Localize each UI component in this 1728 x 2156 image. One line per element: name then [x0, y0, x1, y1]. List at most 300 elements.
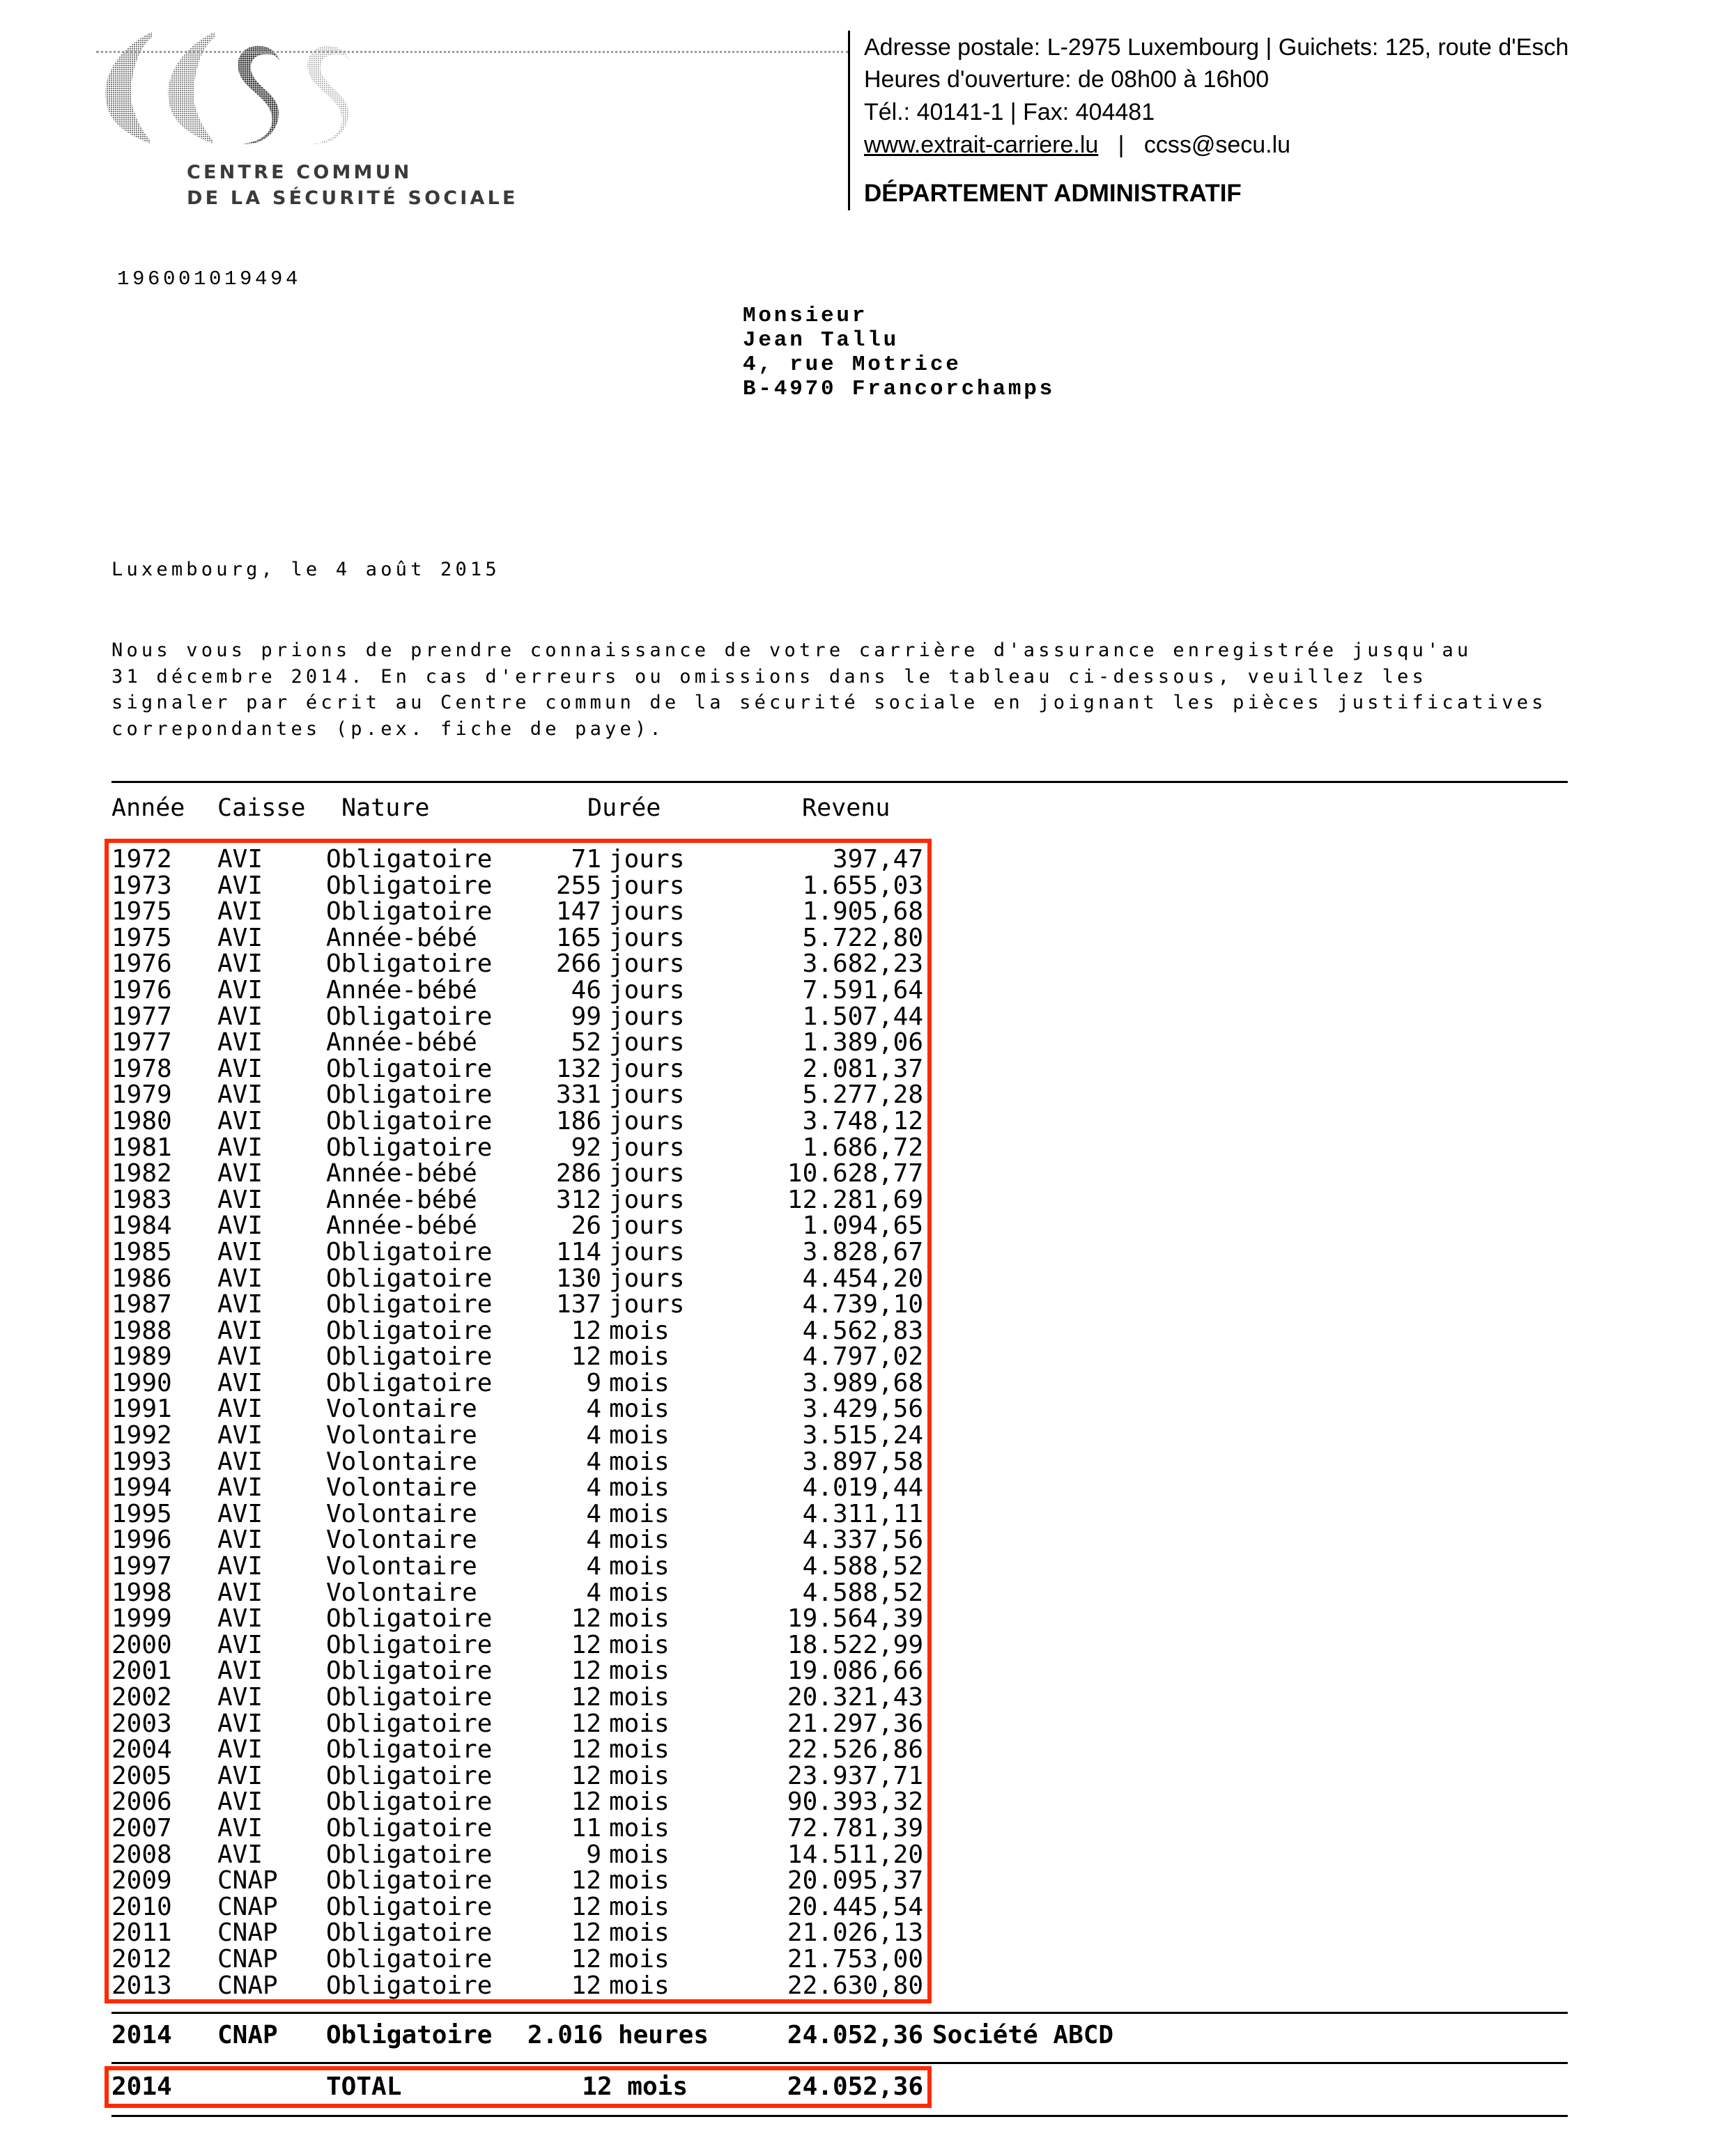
- cell-duration-unit: jours: [609, 1211, 685, 1241]
- cell-duration-value: 266: [555, 949, 601, 979]
- cell-year: 2008: [111, 1840, 172, 1869]
- career-table-body: [0, 846, 975, 1999]
- cell-duration-unit: mois: [609, 1840, 670, 1869]
- cell-nature: Obligatoire: [326, 1761, 493, 1790]
- col-header-revenu: Revenu: [802, 794, 890, 822]
- cell-caisse: AVI: [217, 1709, 263, 1738]
- cell-revenue: 5.277,28: [802, 1080, 923, 1110]
- cell-duration-unit: jours: [609, 949, 685, 979]
- cell-nature: Obligatoire: [326, 1892, 493, 1921]
- intro-line: Nous vous prions de prendre connaissance de votre carrière d'assurance enregistrée jusqu'au: [111, 639, 1472, 661]
- cell-year: 1983: [111, 1185, 172, 1214]
- cell-duration-value: 4: [586, 1526, 601, 1555]
- cell-caisse: AVI: [217, 1421, 263, 1450]
- cell-duration-unit: mois: [609, 1499, 670, 1528]
- cell-duration-value: 12: [571, 1892, 601, 1921]
- cell-duration-unit: mois: [609, 1683, 670, 1712]
- cell-revenue: 4.739,10: [802, 1290, 923, 1319]
- cell-duration-unit: mois: [609, 1944, 670, 1973]
- table-row: [0, 1082, 975, 1108]
- cell-caisse: AVI: [217, 1473, 263, 1503]
- cell-revenue: 20.321,43: [787, 1683, 923, 1712]
- cell-duration-value: 12: [571, 1761, 601, 1790]
- total-duration: 12 mois: [582, 2072, 688, 2101]
- cell-caisse: AVI: [217, 1395, 263, 1424]
- table-row: [0, 899, 975, 925]
- cell-year: 1999: [111, 1604, 172, 1634]
- cell-duration-unit: jours: [609, 1159, 685, 1188]
- cell-revenue: 21.753,00: [787, 1944, 923, 1973]
- cell-duration-value: 12: [571, 1918, 601, 1948]
- table-row: [0, 1632, 975, 1659]
- cell-caisse: AVI: [217, 1264, 263, 1293]
- cell-duration-unit: jours: [609, 1133, 685, 1162]
- cell-revenue: 22.526,86: [787, 1735, 923, 1765]
- cell-duration-value: 12: [571, 1971, 601, 2000]
- cell-nature: Obligatoire: [326, 1709, 493, 1738]
- letter-intro: [111, 637, 1547, 742]
- cell-caisse: AVI: [217, 897, 263, 926]
- cell-year: 1986: [111, 1264, 172, 1293]
- col-header-duree: Durée: [587, 794, 661, 822]
- cell-caisse: AVI: [217, 1080, 263, 1110]
- cell-nature: Année-bébé: [326, 1211, 477, 1241]
- cell-year: 2012: [111, 1944, 172, 1973]
- table-row: [0, 951, 975, 977]
- cell-year: 1988: [111, 1316, 172, 1345]
- table-row: [0, 1108, 975, 1135]
- cell-caisse: AVI: [217, 845, 263, 874]
- cell-duration-unit: mois: [609, 1918, 670, 1948]
- cell-nature: Obligatoire: [326, 1683, 493, 1712]
- table-row: [0, 1711, 975, 1737]
- table-top-rule: [111, 781, 1568, 783]
- total-row: [0, 2073, 1394, 2101]
- cell-caisse: AVI: [217, 1002, 263, 1031]
- cell-nature: Obligatoire: [326, 1630, 493, 1659]
- cell-caisse: AVI: [217, 1368, 263, 1397]
- cell-year: 1989: [111, 1342, 172, 1372]
- cell-year: 1977: [111, 1002, 172, 1031]
- cell-revenue: 3.429,56: [802, 1395, 923, 1424]
- cell-caisse: AVI: [217, 1290, 263, 1319]
- cell-year: 1990: [111, 1368, 172, 1397]
- cell-duration-unit: jours: [609, 1054, 685, 1083]
- current-year-row: [0, 2022, 1394, 2049]
- cell-duration-unit: jours: [609, 1080, 685, 1110]
- cell-caisse: CNAP: [217, 1971, 278, 2000]
- recipient-address: [743, 304, 1055, 401]
- cell-duration-value: 165: [555, 923, 601, 952]
- cell-duration-unit: mois: [609, 1761, 670, 1790]
- cell-revenue: 21.026,13: [787, 1918, 923, 1948]
- contact-separator: [1098, 132, 1118, 158]
- cell-revenue: 23.937,71: [787, 1761, 923, 1790]
- cell-year: 1973: [111, 871, 172, 900]
- cell-year: 1996: [111, 1526, 172, 1555]
- cell-year: 1997: [111, 1552, 172, 1581]
- cell-caisse: AVI: [217, 1211, 263, 1241]
- postal-address: Adresse postale: L-2975 Luxembourg | Guichets: 125, route d'Esch: [864, 34, 1569, 61]
- cell-revenue: 3.515,24: [802, 1421, 923, 1450]
- cell-revenue: 397,47: [832, 845, 923, 874]
- cell-duration-unit: jours: [609, 1185, 685, 1214]
- cell-revenue: 5.722,80: [802, 923, 923, 952]
- col-header-nature: Nature: [341, 794, 430, 822]
- cell-duration-value: 12: [571, 1316, 601, 1345]
- cell-revenue: 3.897,58: [802, 1447, 923, 1476]
- email-link[interactable]: ccss@secu.lu: [1143, 132, 1291, 158]
- table-row: [0, 846, 975, 873]
- cell-revenue: 7.591,64: [802, 975, 923, 1005]
- cell-duration-value: 4: [586, 1473, 601, 1503]
- cell-nature: Obligatoire: [326, 1368, 493, 1397]
- cell-caisse: AVI: [217, 923, 263, 952]
- table-row: [0, 873, 975, 899]
- cell-duration-value: 9: [586, 1368, 601, 1397]
- cell-revenue: 12.281,69: [787, 1185, 923, 1214]
- cell-nature: Volontaire: [326, 1499, 477, 1528]
- cell-year: 1998: [111, 1578, 172, 1607]
- cell-duration-value: 52: [571, 1028, 601, 1057]
- website-link[interactable]: www.extrait-carriere.lu: [864, 132, 1099, 158]
- cell-year: 2007: [111, 1813, 172, 1843]
- cell-revenue: 19.564,39: [787, 1604, 923, 1634]
- cell-duration-value: 4: [586, 1499, 601, 1528]
- cell-nature: Obligatoire: [326, 845, 493, 874]
- cell-nature: Année-bébé: [326, 1185, 477, 1214]
- cell-nature: Obligatoire: [326, 2021, 493, 2049]
- cell-duration-value: 99: [571, 1002, 601, 1031]
- table-row: [0, 1239, 975, 1266]
- cell-duration-unit: mois: [609, 1316, 670, 1345]
- cell-nature: Obligatoire: [326, 1290, 493, 1319]
- org-name-line1: CENTRE COMMUN: [187, 162, 412, 183]
- cell-revenue: 1.655,03: [802, 871, 923, 900]
- cell-nature: Obligatoire: [326, 1133, 493, 1162]
- cell-caisse: CNAP: [217, 2021, 278, 2049]
- cell-duration-value: 9: [586, 1840, 601, 1869]
- table-row: [0, 1318, 975, 1344]
- table-row: [0, 1973, 975, 1999]
- cell-nature: Année-bébé: [326, 1028, 477, 1057]
- org-name-line2: DE LA SÉCURITÉ SOCIALE: [187, 187, 518, 209]
- table-row: [0, 1266, 975, 1292]
- cell-year: 1979: [111, 1080, 172, 1110]
- table-row: [0, 1213, 975, 1239]
- cell-duration-unit: mois: [609, 1735, 670, 1765]
- table-row: [0, 1606, 975, 1632]
- cell-year: 2000: [111, 1630, 172, 1659]
- cell-revenue: 4.588,52: [802, 1578, 923, 1607]
- cell-nature: Volontaire: [326, 1395, 477, 1424]
- cell-caisse: AVI: [217, 1840, 263, 1869]
- cell-nature: Obligatoire: [326, 949, 493, 979]
- cell-revenue: 4.588,52: [802, 1552, 923, 1581]
- cell-revenue: 20.095,37: [787, 1866, 923, 1895]
- cell-duration-value: 331: [555, 1080, 601, 1110]
- cell-duration-value: 186: [555, 1106, 601, 1135]
- cell-revenue: 2.081,37: [802, 1054, 923, 1083]
- table-row: [0, 1894, 975, 1921]
- table-row: [0, 1292, 975, 1318]
- table-row: [0, 1475, 975, 1501]
- cell-year: 2011: [111, 1918, 172, 1948]
- cell-nature: Obligatoire: [326, 1787, 493, 1817]
- cell-duration-unit: mois: [609, 1526, 670, 1555]
- cell-year: 1984: [111, 1211, 172, 1241]
- total-year: 2014: [111, 2072, 172, 2101]
- recipient-street: 4, rue Motrice: [743, 352, 962, 377]
- intro-line: correpondantes (p.ex. fiche de paye).: [111, 718, 665, 740]
- cell-duration-value: 4: [586, 1552, 601, 1581]
- cell-duration-value: 12: [571, 1735, 601, 1765]
- cell-duration-unit: mois: [609, 1604, 670, 1634]
- cell-revenue: 3.682,23: [802, 949, 923, 979]
- cell-nature: Volontaire: [326, 1578, 477, 1607]
- cell-revenue: 19.086,66: [787, 1657, 923, 1686]
- table-row: [0, 1161, 975, 1187]
- cell-duration-value: 92: [571, 1133, 601, 1162]
- cell-nature: Obligatoire: [326, 1813, 493, 1843]
- cell-duration-value: 4: [586, 1421, 601, 1450]
- table-row: [0, 1422, 975, 1449]
- cell-year: 1995: [111, 1499, 172, 1528]
- cell-year: 1991: [111, 1395, 172, 1424]
- cell-caisse: AVI: [217, 975, 263, 1005]
- cell-duration-value: 137: [555, 1290, 601, 1319]
- cell-nature: Obligatoire: [326, 1237, 493, 1266]
- letterhead-dotted-rule: [96, 51, 849, 53]
- cell-nature: Volontaire: [326, 1473, 477, 1503]
- cell-duration-unit: jours: [609, 923, 685, 952]
- cell-revenue: 1.507,44: [802, 1002, 923, 1031]
- header-divider: [848, 31, 850, 210]
- cell-duration-value: 132: [555, 1054, 601, 1083]
- cell-caisse: CNAP: [217, 1866, 278, 1895]
- cell-revenue: 72.781,39: [787, 1813, 923, 1843]
- cell-year: 1978: [111, 1054, 172, 1083]
- cell-year: 1975: [111, 923, 172, 952]
- cell-duration-unit: mois: [609, 1552, 670, 1581]
- cell-caisse: AVI: [217, 1761, 263, 1790]
- table-row: [0, 1135, 975, 1161]
- cell-duration-value: 12: [571, 1709, 601, 1738]
- cell-nature: Année-bébé: [326, 923, 477, 952]
- table-row: [0, 1763, 975, 1790]
- cell-caisse: AVI: [217, 1630, 263, 1659]
- cell-duration-unit: jours: [609, 897, 685, 926]
- cell-caisse: AVI: [217, 1526, 263, 1555]
- cell-caisse: AVI: [217, 1499, 263, 1528]
- cell-revenue: 1.686,72: [802, 1133, 923, 1162]
- cell-duration-unit: mois: [609, 1578, 670, 1607]
- table-row: [0, 1449, 975, 1475]
- cell-duration-unit: mois: [609, 1709, 670, 1738]
- cell-duration-value: 12: [571, 1787, 601, 1817]
- cell-nature: Volontaire: [326, 1526, 477, 1555]
- table-row: [0, 1842, 975, 1868]
- cell-revenue: 18.522,99: [787, 1630, 923, 1659]
- table-bottom-rule: [111, 2115, 1568, 2117]
- cell-duration-unit: mois: [609, 1395, 670, 1424]
- cell-year: 2009: [111, 1866, 172, 1895]
- cell-duration-unit: mois: [609, 1368, 670, 1397]
- cell-nature: Obligatoire: [326, 1944, 493, 1973]
- cell-duration-value: 147: [555, 897, 601, 926]
- cell-duration-unit: jours: [609, 975, 685, 1005]
- cell-nature: Obligatoire: [326, 1971, 493, 2000]
- cell-nature: Obligatoire: [326, 1316, 493, 1345]
- cell-duration-unit: jours: [609, 871, 685, 900]
- cell-caisse: AVI: [217, 1787, 263, 1817]
- table-row: [0, 1553, 975, 1580]
- cell-caisse: CNAP: [217, 1918, 278, 1948]
- cell-year: 1985: [111, 1237, 172, 1266]
- cell-caisse: CNAP: [217, 1892, 278, 1921]
- total-label: TOTAL: [326, 2072, 402, 2101]
- total-revenue: 24.052,36: [787, 2072, 923, 2101]
- cell-caisse: AVI: [217, 1237, 263, 1266]
- cell-nature: Volontaire: [326, 1421, 477, 1450]
- cell-nature: Obligatoire: [326, 1054, 493, 1083]
- table-row: [0, 1815, 975, 1842]
- cell-revenue: 4.311,11: [802, 1499, 923, 1528]
- cell-nature: Obligatoire: [326, 1866, 493, 1895]
- phone-fax: Tél.: 40141-1 | Fax: 404481: [864, 99, 1155, 125]
- intro-line: signaler par écrit au Centre commun de la sécurité sociale en joignant les pièces justificatives: [111, 692, 1547, 713]
- cell-revenue: 3.748,12: [802, 1106, 923, 1135]
- recipient-salutation: Monsieur: [743, 304, 868, 328]
- col-header-caisse: Caisse: [217, 794, 306, 822]
- cell-year: 1993: [111, 1447, 172, 1476]
- cell-nature: Obligatoire: [326, 871, 493, 900]
- cell-revenue: 1.389,06: [802, 1028, 923, 1057]
- cell-caisse: AVI: [217, 1604, 263, 1634]
- reference-number: 196001019494: [117, 267, 302, 290]
- table-row: [0, 1396, 975, 1422]
- cell-revenue: 14.511,20: [787, 1840, 923, 1869]
- cell-duration-value: 12: [571, 1683, 601, 1712]
- cell-duration-value: 12: [571, 1604, 601, 1634]
- cell-caisse: AVI: [217, 949, 263, 979]
- cell-year: 1994: [111, 1473, 172, 1503]
- cell-revenue: 1.094,65: [802, 1211, 923, 1241]
- cell-nature: Volontaire: [326, 1447, 477, 1476]
- cell-nature: Obligatoire: [326, 897, 493, 926]
- cell-year: 2001: [111, 1657, 172, 1686]
- cell-duration-value: 26: [571, 1211, 601, 1241]
- cell-caisse: AVI: [217, 1028, 263, 1057]
- cell-duration-unit: mois: [609, 1787, 670, 1817]
- cell-duration-value: 12: [571, 1630, 601, 1659]
- cell-caisse: AVI: [217, 1552, 263, 1581]
- cell-caisse: AVI: [217, 1735, 263, 1765]
- table-row: [0, 1658, 975, 1684]
- cell-duration-value: 4: [586, 1578, 601, 1607]
- cell-duration-value: 11: [571, 1813, 601, 1843]
- cell-duration-value: 255: [555, 871, 601, 900]
- cell-year: 2014: [111, 2021, 172, 2049]
- cell-duration-value: 46: [571, 975, 601, 1005]
- cell-duration-value: 71: [571, 845, 601, 874]
- cell-duration-unit: mois: [609, 1342, 670, 1372]
- cell-revenue: 90.393,32: [787, 1787, 923, 1817]
- cell-revenue: 3.828,67: [802, 1237, 923, 1266]
- cell-caisse: AVI: [217, 871, 263, 900]
- cell-year: 1976: [111, 949, 172, 979]
- cell-year: 1977: [111, 1028, 172, 1057]
- cell-revenue: 4.797,02: [802, 1342, 923, 1372]
- cell-duration-unit: jours: [609, 1106, 685, 1135]
- cell-caisse: AVI: [217, 1813, 263, 1843]
- cell-duration-unit: mois: [609, 1657, 670, 1686]
- cell-year: 1980: [111, 1106, 172, 1135]
- cell-year: 2010: [111, 1892, 172, 1921]
- cell-nature: Obligatoire: [326, 1264, 493, 1293]
- cell-duration-unit: mois: [609, 1447, 670, 1476]
- cell-caisse: AVI: [217, 1054, 263, 1083]
- cell-caisse: AVI: [217, 1316, 263, 1345]
- cell-caisse: AVI: [217, 1159, 263, 1188]
- cell-duration-value: 12: [571, 1866, 601, 1895]
- cell-nature: Obligatoire: [326, 1342, 493, 1372]
- cell-nature: Volontaire: [326, 1552, 477, 1581]
- cell-duration-unit: jours: [609, 1002, 685, 1031]
- table-row: [0, 1344, 975, 1370]
- cell-year: 1972: [111, 845, 172, 874]
- table-row: [0, 925, 975, 952]
- cell-revenue: 3.989,68: [802, 1368, 923, 1397]
- cell-duration-value: 312: [555, 1185, 601, 1214]
- contact-links: [864, 131, 1290, 159]
- cell-duration-value: 4: [586, 1395, 601, 1424]
- cell-nature: Année-bébé: [326, 975, 477, 1005]
- cell-caisse: AVI: [217, 1185, 263, 1214]
- cell-duration-value: 12: [571, 1657, 601, 1686]
- table-row: [0, 1920, 975, 1946]
- table-header: [0, 794, 975, 822]
- cell-nature: Obligatoire: [326, 1106, 493, 1135]
- cell-duration-value: 286: [555, 1159, 601, 1188]
- cell-duration-unit: mois: [609, 1813, 670, 1843]
- cell-nature: Année-bébé: [326, 1159, 477, 1188]
- table-row: [0, 1789, 975, 1815]
- cell-employer: Société ABCD: [932, 2021, 1114, 2049]
- cell-nature: Obligatoire: [326, 1604, 493, 1634]
- cell-revenue: 20.445,54: [787, 1892, 923, 1921]
- ccss-logo-icon: [96, 31, 375, 146]
- table-row: [0, 1737, 975, 1763]
- cell-revenue: 4.454,20: [802, 1264, 923, 1293]
- cell-duration-unit: jours: [609, 1264, 685, 1293]
- cell-nature: Obligatoire: [326, 1080, 493, 1110]
- cell-duration-unit: mois: [609, 1630, 670, 1659]
- cell-duration-unit: jours: [609, 1237, 685, 1266]
- table-row: [0, 1868, 975, 1894]
- cell-caisse: AVI: [217, 1683, 263, 1712]
- cell-duration-unit: mois: [609, 1473, 670, 1503]
- cell-duration-unit: jours: [609, 845, 685, 874]
- cell-nature: Obligatoire: [326, 1002, 493, 1031]
- cell-year: 1982: [111, 1159, 172, 1188]
- cell-revenue: 4.337,56: [802, 1526, 923, 1555]
- table-total-rule: [111, 2062, 1568, 2064]
- cell-caisse: CNAP: [217, 1944, 278, 1973]
- cell-duration-unit: mois: [609, 1971, 670, 2000]
- cell-duration-unit: mois: [609, 1421, 670, 1450]
- col-header-year: Année: [111, 794, 185, 822]
